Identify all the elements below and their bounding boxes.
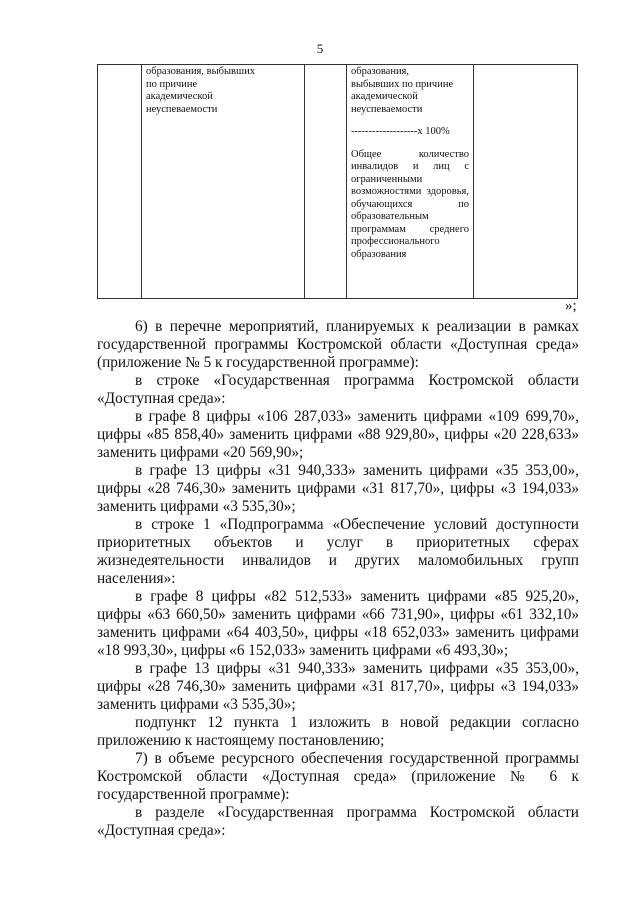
paragraph: 7) в объеме ресурсного обеспечения государственной программы Костромской области «Доступная среда» (приложение № 6 к государственной программе): bbox=[97, 750, 579, 803]
page-number: 5 bbox=[316, 41, 324, 56]
paragraph: в строке «Государственная программа Костромской области «Доступная среда»: bbox=[97, 372, 579, 407]
paragraph: в графе 8 цифры «82 512,533» заменить цифрами «85 925,20», цифры «63 660,50» заменить цифрами «66 731,90», цифры «61 332,10» заменить цифрами «64 403,50», цифры «18 652,033» заменить цифрами «18 993,30», цифры «6 152,033» заменить цифрами «6 493,30»; bbox=[97, 588, 579, 659]
paragraph: подпункт 12 пункта 1 изложить в новой редакции согласно приложению к настоящему постановлению; bbox=[97, 714, 579, 749]
table-cell-indicator bbox=[142, 65, 305, 299]
table-cell-number bbox=[98, 65, 142, 299]
formula-denominator: Общее количество инвалидов и лиц с ограниченными возможностями здоровья, обучающихся по образовательным программам среднего профессионального образования bbox=[351, 148, 469, 260]
continuation-table bbox=[97, 64, 578, 299]
table-cell-formula bbox=[347, 65, 474, 299]
paragraph: в строке 1 «Подпрограмма «Обеспечение условий доступности приоритетных объектов и услуг в приоритетных сферах жизнедеятельности инвалидов и других маломобильных групп населения»: bbox=[97, 516, 579, 587]
paragraph: в разделе «Государственная программа Костромской области «Доступная среда»: bbox=[97, 804, 579, 839]
formula-separator: -------------------х 100% bbox=[351, 126, 450, 137]
document-body bbox=[97, 318, 579, 840]
indicator-text: образования, выбывших по причине академической неуспеваемости bbox=[146, 66, 255, 115]
table-cell-unit bbox=[305, 65, 347, 299]
closing-quote: »; bbox=[565, 298, 577, 314]
formula-numerator: образования, выбывших по причине академической неуспеваемости bbox=[351, 66, 454, 115]
paragraph: 6) в перечне мероприятий, планируемых к реализации в рамках государственной программы Костромской области «Доступная среда» (приложение № 5 к государственной программе): bbox=[97, 318, 579, 371]
paragraph: в графе 13 цифры «31 940,333» заменить цифрами «35 353,00», цифры «28 746,30» заменить цифрами «31 817,70», цифры «3 194,033» заменить цифрами «3 535,30»; bbox=[97, 462, 579, 515]
table-row bbox=[98, 65, 578, 299]
table-cell-source bbox=[474, 65, 578, 299]
paragraph: в графе 8 цифры «106 287,033» заменить цифрами «109 699,70», цифры «85 858,40» заменить цифрами «88 929,80», цифры «20 228,633» заменить цифрами «20 569,90»; bbox=[97, 408, 579, 461]
paragraph: в графе 13 цифры «31 940,333» заменить цифрами «35 353,00», цифры «28 746,30» заменить цифрами «31 817,70», цифры «3 194,033» заменить цифрами «3 535,30»; bbox=[97, 660, 579, 713]
